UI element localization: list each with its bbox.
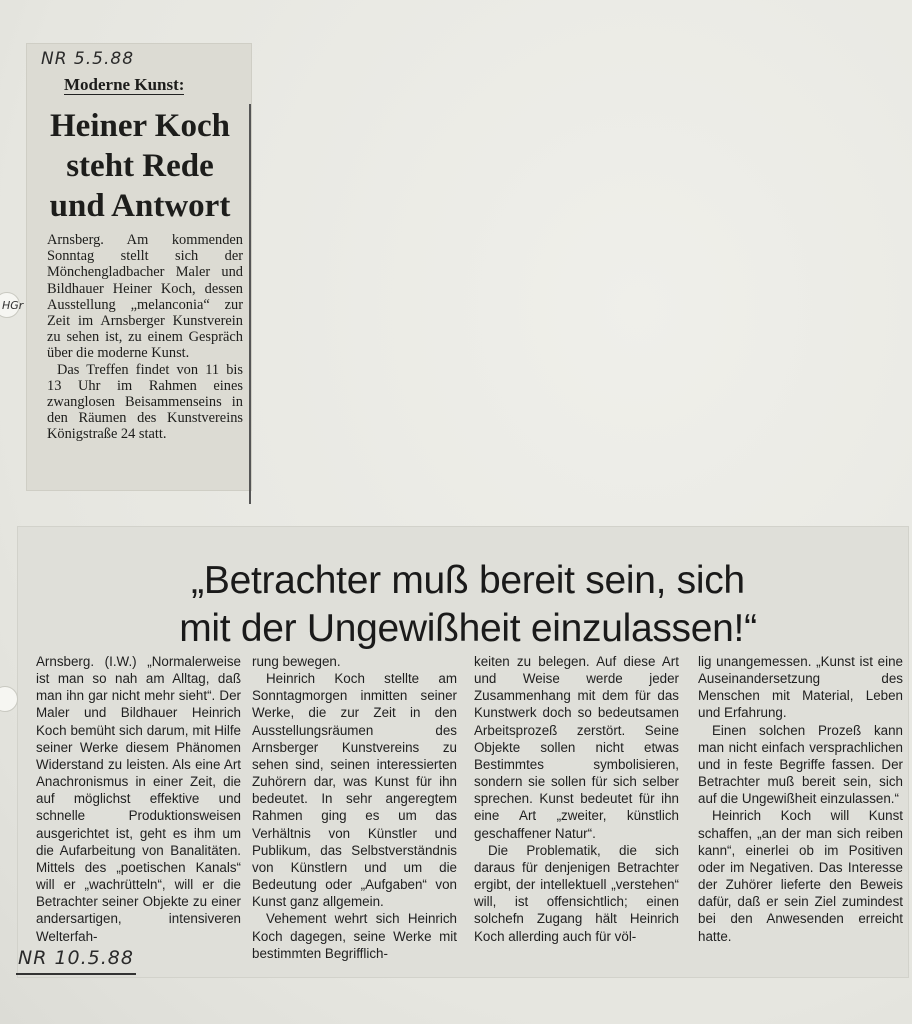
paragraph: Vehement wehrt sich Heinrich Koch dagegen, seine Werke mit bestimmten Begrifflich- [252,911,457,961]
column-rule [249,104,251,504]
article-column [474,653,679,945]
paragraph: Einen solchen Prozeß kann man nicht einfach versprachlichen und in feste Begriffe fassen. Der Betrachter muß bereit sein, sich auf die Ungewißheit einzulassen.“ [698,722,903,807]
headline-line: „Betrachter muß bereit sein, sich [191,559,745,602]
margin-label: HGr [2,299,24,312]
paragraph: Heinrich Koch stellte am Sonntagmorgen inmitten seiner Werke, die zur Zeit in den Ausstellungsräumen des Arnsberger Kunstvereins zu sehen sind, seinen interessierten Zuhörern dar, was Kunst für ihn bedeutet. In sehr angeregtem Rahmen ging es um das Verhältnis von Künstler und Publikum, das Selbstverständnis von Künstlern und um die Bedeutung oder „Aufgaben“ von Kunst ganz allgemein. [252,671,457,910]
article-column [252,653,457,962]
handwritten-date: NR 10.5.88 [18,947,134,969]
headline-line: mit der Ungewißheit einzulassen!“ [179,607,757,650]
paragraph: Heinrich Koch will Kunst schaffen, „an der man sich reiben kann“, einerlei ob im Positiven oder im Negativen. Das Interesse der Zuhörer lieferte den Beweis dafür, daß er sein Ziel zumindest bei den Anwesenden erreicht hatte. [698,808,903,944]
headline-line: und Antwort [49,188,231,224]
headline [33,106,247,226]
handwritten-date: NR 5.5.88 [41,49,135,69]
paragraph: lig unangemessen. „Kunst ist eine Auseinandersetzung des Menschen mit Material, Leben und Erfahrung. [698,654,903,721]
paragraph: Die Problematik, die sich daraus für denjenigen Betrachter ergibt, der intellektuell „verstehen“ will, ist offensichtlich; einen solchefn Zugang hält Heinrich Koch allerding auch für völ- [474,842,679,944]
headline-line: steht Rede [66,148,214,184]
headline-line: Heiner Koch [50,108,230,144]
paragraph: rung bewegen. [252,654,341,669]
headline [78,557,858,653]
handwritten-underline [16,973,136,975]
paragraph: Arnsberg. Am kommenden Sonntag stellt sich der Mönchengladbacher Maler und Bildhauer Heiner Koch, dessen Ausstellung „melanconia“ zur Zeit im Arnsberger Kunstverein zu sehen ist, zu einem Gespräch über die moderne Kunst. [47,232,243,362]
newspaper-clipping-1 [27,44,251,490]
newspaper-clipping-2 [18,527,908,977]
article-column [36,653,241,945]
punch-hole [0,686,18,712]
article-body [47,232,243,443]
paragraph: Das Treffen findet von 11 bis 13 Uhr im Rahmen eines zwanglosen Beisammenseins in den Räumen des Kunstvereins Königstraße 24 statt. [47,361,243,443]
article-column [698,653,903,945]
kicker: Moderne Kunst: [64,75,185,94]
paragraph: Arnsberg. (I.W.) „Normalerweise ist man so nah am Alltag, daß man ihn gar nicht mehr sieht“. Der Maler und Bildhauer Heinrich Koch bemüht sich darum, mit Hilfe seiner Werke diesem Phänomen Widerstand zu leisten. Als eine Art Anachronismus in einer Zeit, die auf möglichst effektive und schnelle Produktionsweisen ausgerichtet ist, geht es ihm um die Aufarbeitung von Banalitäten. Mittels des „poetischen Kanals“ will er „wachrütteln“, will er die Betrachter seiner Objekte zu einer andersartigen, intensiveren Welterfah- [36,654,241,944]
paragraph: keiten zu belegen. Auf diese Art und Weise werde jeder Zusammenhang mit dem für das Kunstwerk doch so bedeutsamen Arbeitsprozeß zerstört. Seine Objekte sollen nicht etwas Bestimmtes symbolisieren, sondern sie sollen für sich selber sprechen. Kunst bedeutet für ihn eine Art „zweiter, künstlich geschaffener Natur“. [474,654,679,841]
